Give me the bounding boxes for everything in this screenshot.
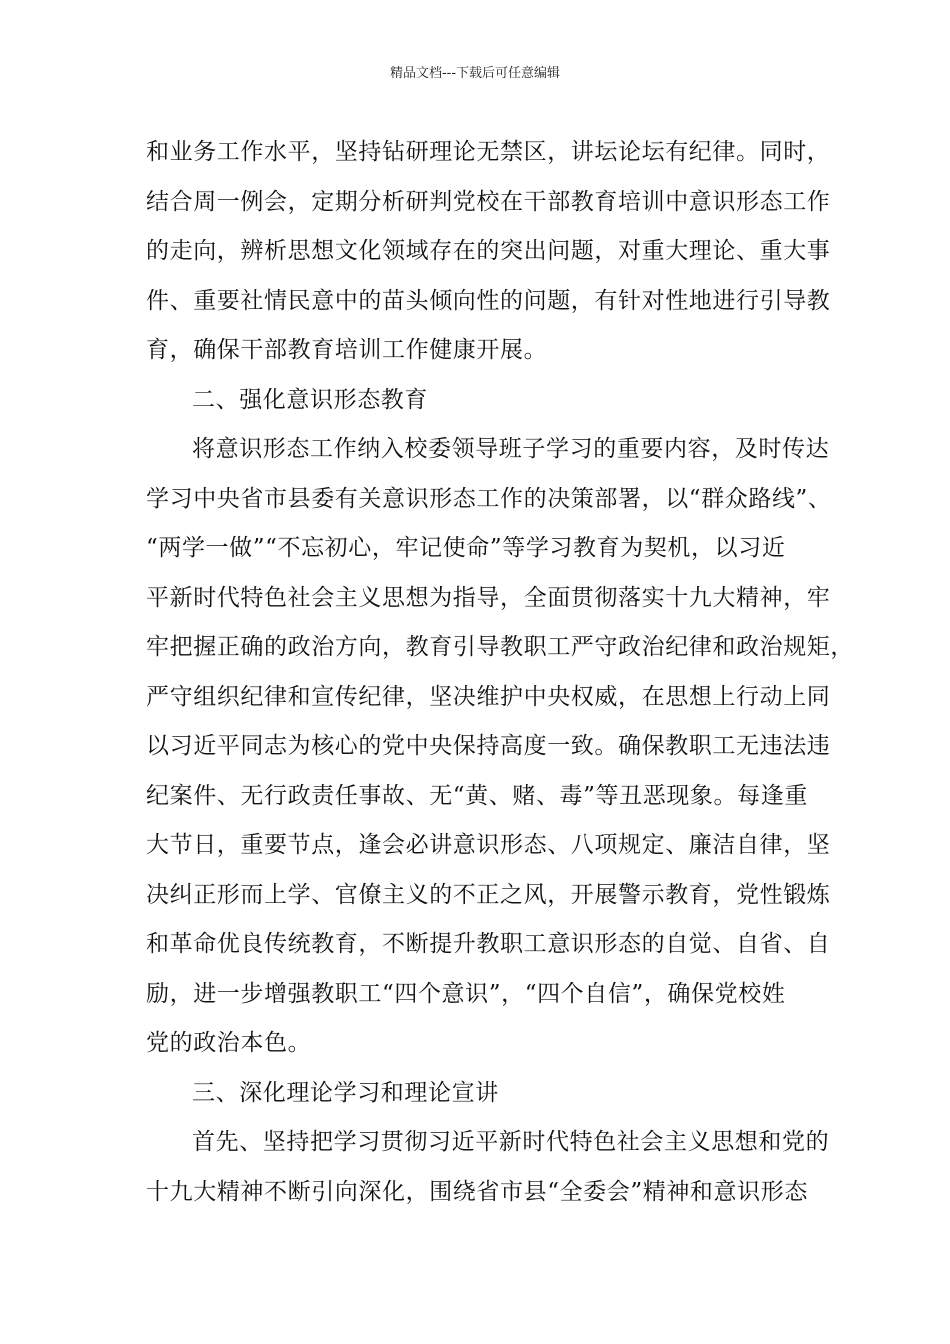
text-line: 以习近平同志为核心的党中央保持高度一致。确保教职工无违法违 [146, 733, 831, 759]
text-line: 严守组织纪律和宣传纪律，坚决维护中央权威，在思想上行动上同 [146, 683, 831, 710]
text-line: 结合周一例会，定期分析研判党校在干部教育培训中意识形态工作 [146, 188, 831, 215]
text-line: 党的政治本色。 [146, 1030, 312, 1056]
text-line: 学习中央省市县委有关意识形态工作的决策部署，以“群众路线”、 [146, 485, 832, 512]
text-line: 首先、坚持把学习贯彻习近平新时代特色社会主义思想和党的 [192, 1129, 830, 1155]
text-line: 牢把握正确的政治方向，教育引导教职工严守政治纪律和政治规矩， [146, 634, 854, 660]
page-header: 精品文档---下载后可任意编辑 [389, 66, 561, 81]
text-line: 的走向，辨析思想文化领域存在的突出问题，对重大理论、重大事 [146, 238, 831, 264]
text-line: 和革命优良传统教育，不断提升教职工意识形态的自觉、自省、自 [146, 931, 831, 957]
text-line: 三、深化理论学习和理论宣讲 [192, 1079, 499, 1106]
text-line: 纪案件、无行政责任事故、无“黄、赌、毒”等丑恶现象。每逢重 [146, 782, 808, 809]
text-line: 件、重要社情民意中的苗头倾向性的问题，有针对性地进行引导教 [146, 287, 831, 314]
text-line: “两学一做”“不忘初心，牢记使命”等学习教育为契机，以习近 [146, 535, 786, 561]
text-line: 十九大精神不断引向深化，围绕省市县“全委会”精神和意识形态 [146, 1178, 808, 1205]
text-line: 育，确保干部教育培训工作健康开展。 [146, 337, 548, 363]
text-line: 励，进一步增强教职工“四个意识”，“四个自信”，确保党校姓 [146, 980, 786, 1007]
text-line: 将意识形态工作纳入校委领导班子学习的重要内容，及时传达 [192, 436, 830, 462]
text-line: 决纠正形而上学、官僚主义的不正之风，开展警示教育，党性锻炼 [146, 881, 831, 908]
body-text [146, 128, 854, 1217]
text-line: 平新时代特色社会主义思想为指导，全面贯彻落实十九大精神，牢 [146, 584, 831, 611]
text-line: 二、强化意识形态教育 [192, 386, 428, 413]
text-line: 大节日，重要节点，逢会必讲意识形态、八项规定、廉洁自律，坚 [146, 832, 831, 858]
text-line: 和业务工作水平，坚持钻研理论无禁区，讲坛论坛有纪律。同时， [146, 139, 831, 165]
